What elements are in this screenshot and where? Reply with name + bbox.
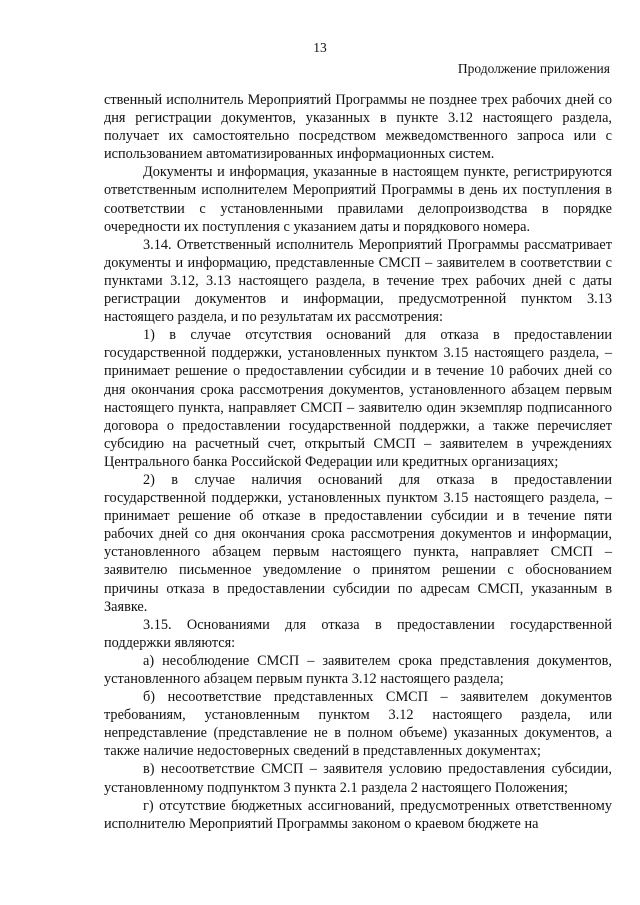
paragraph-3-14: 3.14. Ответственный исполнитель Мероприятий Программы рассматривает документы и информацию, представленные СМСП – заявителем в соответствии с пунктами 3.12, 3.13 настоящего раздела, в течение трех рабочих дней с даты регистрации документов и информации, предусмотренной пунктом 3.13 настоящего раздела, и по результатам их рассмотрения: <box>104 236 612 326</box>
paragraph-3-14-item-2: 2) в случае наличия оснований для отказа в предоставлении государственной поддержки, установленных пунктом 3.15 настоящего раздела, – принимает решение об отказе в предоставлении субсидии и в течение пяти рабочих дней со дня окончания срока рассмотрения документов и информации, установленного абзацем первым настоящего пункта, направляет СМСП – заявителю письменное уведомление о принятом решении с обоснованием причины отказа в предоставлении субсидии по адресам СМСП, указанным в Заявке. <box>104 471 612 615</box>
paragraph-continuation: ственный исполнитель Мероприятий Программы не позднее трех рабочих дней со дня регистрации документов, указанных в пункте 3.12 настоящего раздела, получает их самостоятельно посредством межведомственного запроса или с использованием автоматизированных информационных систем. <box>104 92 612 163</box>
paragraph-3-15-item-v: в) несоответствие СМСП – заявителя условию предоставления субсидии, установленному подпунктом 3 пункта 2.1 раздела 2 настоящего Положения; <box>104 761 612 796</box>
paragraph-3-15-item-g: г) отсутствие бюджетных ассигнований, предусмотренных ответственному исполнителю Мероприятий Программы законом о краевом бюджете на <box>104 797 612 832</box>
page-number: 13 <box>313 40 327 55</box>
document-body <box>104 91 612 833</box>
paragraph-3-15: 3.15. Основаниями для отказа в предоставлении государственной поддержки являются: <box>104 616 612 651</box>
paragraph-3-14-item-1: 1) в случае отсутствия оснований для отказа в предоставлении государственной поддержки, установленных пунктом 3.15 настоящего раздела, – принимает решение о предоставлении субсидии и в течение 10 рабочих дней со дня окончания срока рассмотрения документов, установленного абзацем первым настоящего пункта, направляет СМСП – заявителю один экземпляр подписанного договора о предоставлении государственной поддержки, а также перечисляет субсидию на расчетный счет, открытый СМСП – заявителем в учреждениях Центрального банка Российской Федерации или кредитных организациях; <box>104 327 612 470</box>
paragraph-3-15-item-a: а) несоблюдение СМСП – заявителем срока представления документов, установленного абзацем первым пункта 3.12 настоящего раздела; <box>104 652 612 687</box>
continuation-note: Продолжение приложения <box>457 61 610 76</box>
paragraph-3-15-item-b: б) несоответствие представленных СМСП – заявителем документов требованиям, установленным пунктом 3.12 настоящего раздела, или непредставление (представление не в полном объеме) указанных документов, а также наличие недостоверных сведений в представленных документах; <box>104 689 612 760</box>
paragraph-registration: Документы и информация, указанные в настоящем пункте, регистрируются ответственным исполнителем Мероприятий Программы в день их поступления в соответствии с установленными правилами делопроизводства в порядке очередности их поступления с указанием даты и порядкового номера. <box>104 164 612 235</box>
